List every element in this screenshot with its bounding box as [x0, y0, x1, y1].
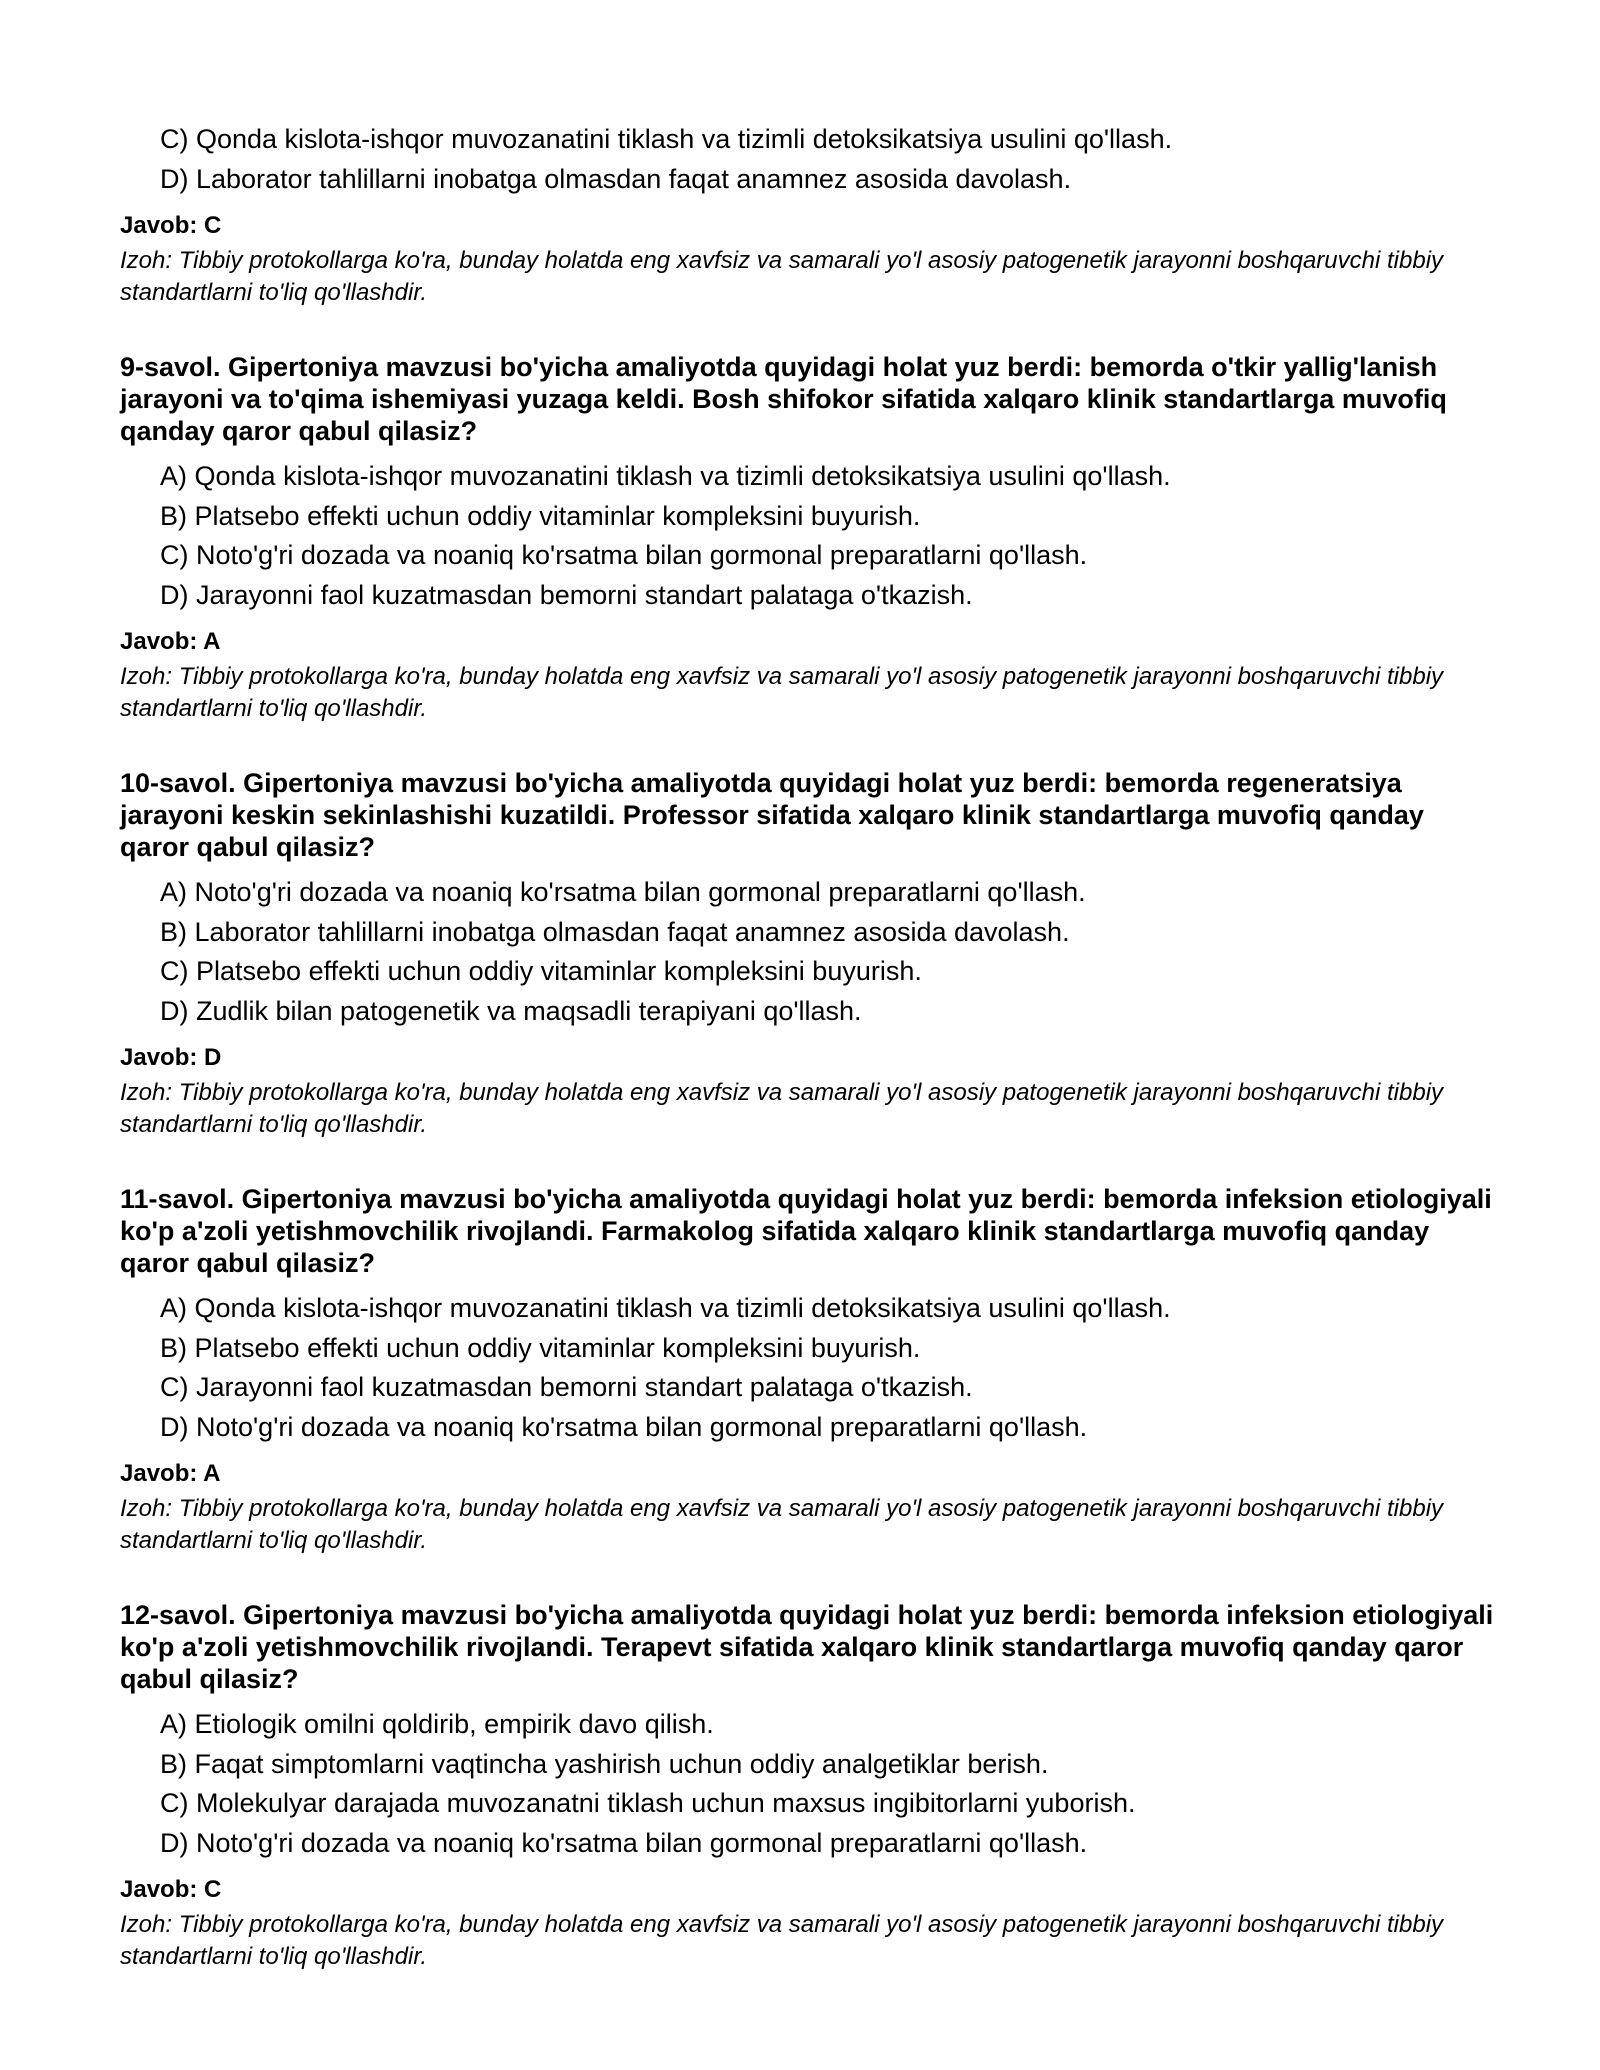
explanation-note: Izoh: Tibbiy protokollarga ko'ra, bunday holatda eng xavfsiz va samarali yo'l asosiy patogenetik jarayonni boshqaruvchi tibbiy standartlarni to'liq qo'llashdir.: [120, 1079, 1444, 1138]
option-list: [120, 120, 1500, 199]
question-block-10: [120, 767, 1500, 1141]
question-block-9: [120, 351, 1500, 725]
question-block-8-continued: [120, 120, 1500, 309]
option-b: B) Platsebo effekti uchun oddiy vitaminlar kompleksini buyurish.: [160, 500, 921, 531]
option-a: A) Qonda kislota-ishqor muvozanatini tiklash va tizimli detoksikatsiya usulini qo'llash.: [160, 461, 1171, 491]
option-list: [120, 1289, 1500, 1447]
question-block-12: [120, 1599, 1500, 1973]
question-text: 9-savol. Gipertoniya mavzusi bo'yicha amaliyotda quyidagi holat yuz berdi: bemorda o'tkir yallig'lanish jarayoni va to'qima ishemiyasi yuzaga keldi. Bosh shifokor sifatida xalqaro klinik standartlarga muvofiq qanday qaror qabul qilasiz?: [120, 352, 1447, 446]
explanation-note: Izoh: Tibbiy protokollarga ko'ra, bunday holatda eng xavfsiz va samarali yo'l asosiy patogenetik jarayonni boshqaruvchi tibbiy standartlarni to'liq qo'llashdir.: [120, 247, 1444, 306]
option-c: C) Noto'g'ri dozada va noaniq ko'rsatma bilan gormonal preparatlarni qo'llash.: [160, 540, 1088, 570]
option-a: A) Etiologik omilni qoldirib, empirik davo qilish.: [160, 1709, 714, 1739]
option-d: D) Zudlik bilan patogenetik va maqsadli terapiyani qo'llash.: [160, 995, 862, 1026]
answer-label: Javob: D: [120, 1044, 222, 1071]
option-list: [120, 1705, 1500, 1863]
answer-label: Javob: C: [120, 212, 222, 239]
option-d: D) Laborator tahlillarni inobatga olmasdan faqat anamnez asosida davolash.: [160, 163, 1072, 194]
explanation-note: Izoh: Tibbiy protokollarga ko'ra, bunday holatda eng xavfsiz va samarali yo'l asosiy patogenetik jarayonni boshqaruvchi tibbiy standartlarni to'liq qo'llashdir.: [120, 1911, 1444, 1970]
option-a: A) Qonda kislota-ishqor muvozanatini tiklash va tizimli detoksikatsiya usulini qo'llash.: [160, 1293, 1171, 1323]
question-text: 12-savol. Gipertoniya mavzusi bo'yicha amaliyotda quyidagi holat yuz berdi: bemorda infeksion etiologiyali ko'p a'zoli yetishmovchilik rivojlandi. Terapevt sifatida xalqaro klinik standartlarga muvofiq qanday qaror qabul qilasiz?: [120, 1600, 1494, 1694]
option-d: D) Jarayonni faol kuzatmasdan bemorni standart palataga o'tkazish.: [160, 579, 973, 610]
option-c: C) Molekulyar darajada muvozanatni tiklash uchun maxsus ingibitorlarni yuborish.: [160, 1788, 1136, 1818]
option-c: C) Jarayonni faol kuzatmasdan bemorni standart palataga o'tkazish.: [160, 1372, 973, 1402]
option-b: B) Faqat simptomlarni vaqtincha yashirish uchun oddiy analgetiklar berish.: [160, 1748, 1049, 1779]
answer-label: Javob: A: [120, 1460, 221, 1487]
option-c: C) Qonda kislota-ishqor muvozanatini tiklash va tizimli detoksikatsiya usulini qo'llash.: [160, 124, 1173, 154]
option-list: [120, 457, 1500, 615]
option-a: A) Noto'g'ri dozada va noaniq ko'rsatma bilan gormonal preparatlarni qo'llash.: [160, 877, 1086, 907]
question-text: 11-savol. Gipertoniya mavzusi bo'yicha amaliyotda quyidagi holat yuz berdi: bemorda infeksion etiologiyali ko'p a'zoli yetishmovchilik rivojlandi. Farmakolog sifatida xalqaro klinik standartlarga muvofiq qanday qaror qabul qilasiz?: [120, 1184, 1492, 1278]
option-d: D) Noto'g'ri dozada va noaniq ko'rsatma bilan gormonal preparatlarni qo'llash.: [160, 1411, 1088, 1442]
explanation-note: Izoh: Tibbiy protokollarga ko'ra, bunday holatda eng xavfsiz va samarali yo'l asosiy patogenetik jarayonni boshqaruvchi tibbiy standartlarni to'liq qo'llashdir.: [120, 663, 1444, 722]
answer-label: Javob: A: [120, 628, 221, 655]
option-b: B) Platsebo effekti uchun oddiy vitaminlar kompleksini buyurish.: [160, 1332, 921, 1363]
option-list: [120, 873, 1500, 1031]
option-b: B) Laborator tahlillarni inobatga olmasdan faqat anamnez asosida davolash.: [160, 916, 1070, 947]
document-page: [120, 120, 1500, 1973]
question-block-11: [120, 1183, 1500, 1557]
answer-label: Javob: C: [120, 1876, 222, 1903]
option-c: C) Platsebo effekti uchun oddiy vitaminlar kompleksini buyurish.: [160, 956, 922, 986]
explanation-note: Izoh: Tibbiy protokollarga ko'ra, bunday holatda eng xavfsiz va samarali yo'l asosiy patogenetik jarayonni boshqaruvchi tibbiy standartlarni to'liq qo'llashdir.: [120, 1495, 1444, 1554]
option-d: D) Noto'g'ri dozada va noaniq ko'rsatma bilan gormonal preparatlarni qo'llash.: [160, 1827, 1088, 1858]
question-text: 10-savol. Gipertoniya mavzusi bo'yicha amaliyotda quyidagi holat yuz berdi: bemorda regeneratsiya jarayoni keskin sekinlashishi kuzatildi. Professor sifatida xalqaro klinik standartlarga muvofiq qanday qaror qabul qilasiz?: [120, 768, 1424, 862]
